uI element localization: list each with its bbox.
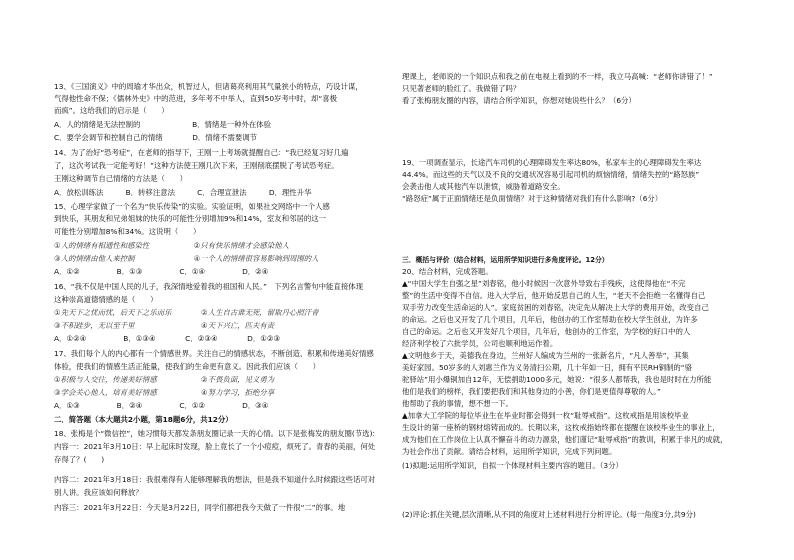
statement-row: ①积极与人交往，传递美好情感 ②不畏负面，见义勇为 xyxy=(54,375,275,384)
material-text: 驼驿站”用小爆铜加自12年，无偿捐助1000多元，她说：“很多人都帮我，我也是时时在力所能 xyxy=(402,375,712,384)
question-15-text: 到快乐，其朋友和兄弟姐妹的快乐的可能性分别增加9%和14%，室友和邻居的这一 xyxy=(54,214,327,223)
material-text: 他帮助了我的事情，想不想一下。 xyxy=(402,399,513,408)
question-18-text: 18、张梅是个“微信控”，她习惯每天都发条朋友圈记录一天的心情。以下是张梅发的朋友圈(节选): xyxy=(54,429,375,438)
question-18-text: 只见著老师的脸红了。我做错了吗？ xyxy=(402,84,521,93)
question-19-text: 44.4%。而这些的天气以及不良的交通状况容易引起司机的烦恼情绪，情绪失控的“路怒族” xyxy=(402,170,700,179)
section-heading: 三．概括与评价（结合材料，运用所学知识进行多角度评论。12分） xyxy=(402,256,609,264)
material-text: 生设计的第一座桥的钢材熔铸而成的。长期以来，这枚戒指始终都在提醒在该校毕业生的事业上， xyxy=(402,423,720,432)
material-text: 经济利学校了六批学员，公司也顺利地运作着。 xyxy=(402,339,558,348)
option-row: A．①③ B．②④ C．①② D．③④ xyxy=(54,401,269,410)
option-row: C．要学会调节和控制自己的情绪 D．情绪不需要调节 xyxy=(54,133,258,142)
material-text: 成为他们在工作岗位上认真不懈奋斗的动力源泉，他们谨记“耻辱戒指”的教训，积累于非凡的成就， xyxy=(402,435,728,444)
question-18-text: 内容一：2021年3月10日：早上起床时发现，脸上竟长了一个小痘痘，烦死了。青春的美丽，何处 xyxy=(54,442,376,451)
question-14-stem: 王刚这种调节自己情绪的方法是（ ） xyxy=(54,174,188,183)
statement-row: ③人的情绪由他人来控制 ④一个人的情绪很容易影响到周围的人 xyxy=(54,254,319,263)
material-text: 他们是我们的榜样，我们要把我们和其他身边的小善，你们是更值得尊敬的人。” xyxy=(402,387,661,396)
question-18-text: 别人讲。我应该如何释放？ xyxy=(54,488,143,497)
material-text: ▲文明他乡于天，美德我在身边，兰州好人编成为兰州的一张新名片，“凡人善举”，其集 xyxy=(402,351,689,360)
question-15-text: 15、心理学家做了一个名为“快乐传染”的实验。实验证明，如果社交网络中一个人感 xyxy=(54,202,330,211)
question-13-stem: 而疯”。这给我们的启示是（ ） xyxy=(54,106,169,115)
material-text: 自己的命运。之后也又开发好几个项目，几年后，他创办的工作室，为学校的好口中的人 xyxy=(402,327,691,336)
statement-row: ③学会关心他人，培育美好情感 ④努力学习，拒绝分享 xyxy=(54,388,275,397)
option-row: A．①②④ B．①③④ C．②③④ D．①②③ xyxy=(54,334,281,343)
statement-row: ①先天下之忧而忧，后天下之乐而乐 ②人生自古谁无死，留取丹心照汗青 xyxy=(54,308,319,317)
material-text: 美好家园。50岁多的人刘惠兰作为义务清扫公期，几十年如一日，拥有平民RH铜制的“骆 xyxy=(402,363,692,372)
question-19-prompt: “路怒症”属于正面情绪还是负面情绪？对于这种情绪对我们有什么影响?（6分） xyxy=(402,194,663,203)
question-13-text: 气得他性命不保；《儒林外史》中的范进，多年考不中举人，直到50岁考中时，却“喜极 xyxy=(54,94,337,103)
question-16-stem: 这种崇高道德情感的是（ ） xyxy=(54,295,158,304)
material-text: 双手劳力改变生活命运的人”。家庭贫困的刘春铭，决定先从解决上大学的费用开始，改变自己 xyxy=(402,303,709,312)
material-text: 整”的生活中变得不自信。进入大学后，他开始反思自己的人生，“老天不会拒绝一名懂得自己 xyxy=(402,291,706,300)
question-19-text: 19、一项调查显示，长途汽车司机的心理障碍发生率达80%，私家车主的心理障碍发生率达 xyxy=(402,158,702,167)
question-18-text: 内容二：2021年3月18日：我很难得有人能够理解我的想法，但是我不知道什么时候跟这些话可对 xyxy=(54,475,376,484)
option-row: A．①② B．①③ C．①④ D．②④ xyxy=(54,267,269,276)
question-18-text: 理课上，老师说的一个知识点和我之前在电视上看到的不一样，我立马高喊：“老师你讲错了！” xyxy=(402,72,713,81)
material-text: ▲加拿大工学院的每位毕业生在毕业时都会得到一枚“耻辱戒指”。这枚戒指是用该校毕业 xyxy=(402,411,689,420)
section-heading: 二．简答题（本大题共2小题，第18题6分，共12分） xyxy=(54,415,233,424)
material-text: ▲“中国大学生自强之星”刘春铭，他小时候因一次意外导致右手残疾，这使得他在“不完 xyxy=(402,279,686,288)
statement-row: ①人的情绪有相通性和感染性 ②只有快乐情绪才会感染他人 xyxy=(54,241,289,250)
question-17-stem: 体验，使我们的情感生活正能量，使我们的生命更有意义。因此我们应该（ ） xyxy=(54,362,321,371)
option-row: A．人的情绪是无法控制的 B．情绪是一种外在体验 xyxy=(54,120,272,129)
question-19-text: 会袭击他人或其他汽车以泄愤，威胁着道路安全。 xyxy=(402,182,565,191)
question-18-prompt: 看了张梅朋友圈的内容，请结合所学知识，你想对她说些什么？（6分） xyxy=(402,96,636,105)
question-20-text: 20、结合材料，完成答题。 xyxy=(402,267,493,276)
option-row: A．放松训练法 B．转移注意法 C．合理宣泄法 D．理性升华 xyxy=(54,188,312,197)
question-17-text: 17、我们每个人的内心都有一个情感世界。关注自己的情感状态，不断创造、积累和传递美好情感 xyxy=(54,349,374,358)
question-13-text: 13、《三国演义》中的周瑜才华出众，机智过人，但诸葛亮利用其气量狭小的特点，巧设计谋， xyxy=(54,82,363,91)
question-18-text: 存得了？( ) xyxy=(54,455,105,464)
question-14-text: 了，这次考试我一定能考好！”这种方法使王刚几次下来，王刚削底摆脱了考试恐考症。 xyxy=(54,161,339,170)
question-20-part-2: (2)评论:抓住关键,层次清晰,从不同的角度对上述材料进行分析评论。(每一角度3分,共9分) xyxy=(402,510,696,519)
material-text: 为社会作出了贡献。请结合材料，运用所学知识，完成下列问题。 xyxy=(402,447,617,456)
question-16-text: 16、“我不仅是中国人民的儿子，我深情地爱着我的祖国和人民。” 下列名言警句中能直接体现 xyxy=(54,282,363,291)
question-20-part-1: (1)拟题:运用所学知识，自拟一个体现材料主要内容的题目。（3分） xyxy=(402,461,623,470)
question-18-text: 内容三：2021年3月22日：今天是3月22日，同学们都把我今天做了一件很“二”的事。地 xyxy=(54,503,346,512)
question-14-text: 14、为了治好“恐考症”，在老师的指导下，王刚一上考场就提醒自己：“我已经复习好几遍 xyxy=(54,148,349,157)
statement-row: ③不积跬步，无以至千里 ④天下兴亡，匹夫有责 xyxy=(54,321,275,330)
question-15-stem: 可能性分别增加8%和34%。这说明（ ） xyxy=(54,227,201,236)
material-text: 的命运。之后也又开发了几个项目，几年后，他创办的工作室帮助在校大学生创业，为许多 xyxy=(402,315,698,324)
